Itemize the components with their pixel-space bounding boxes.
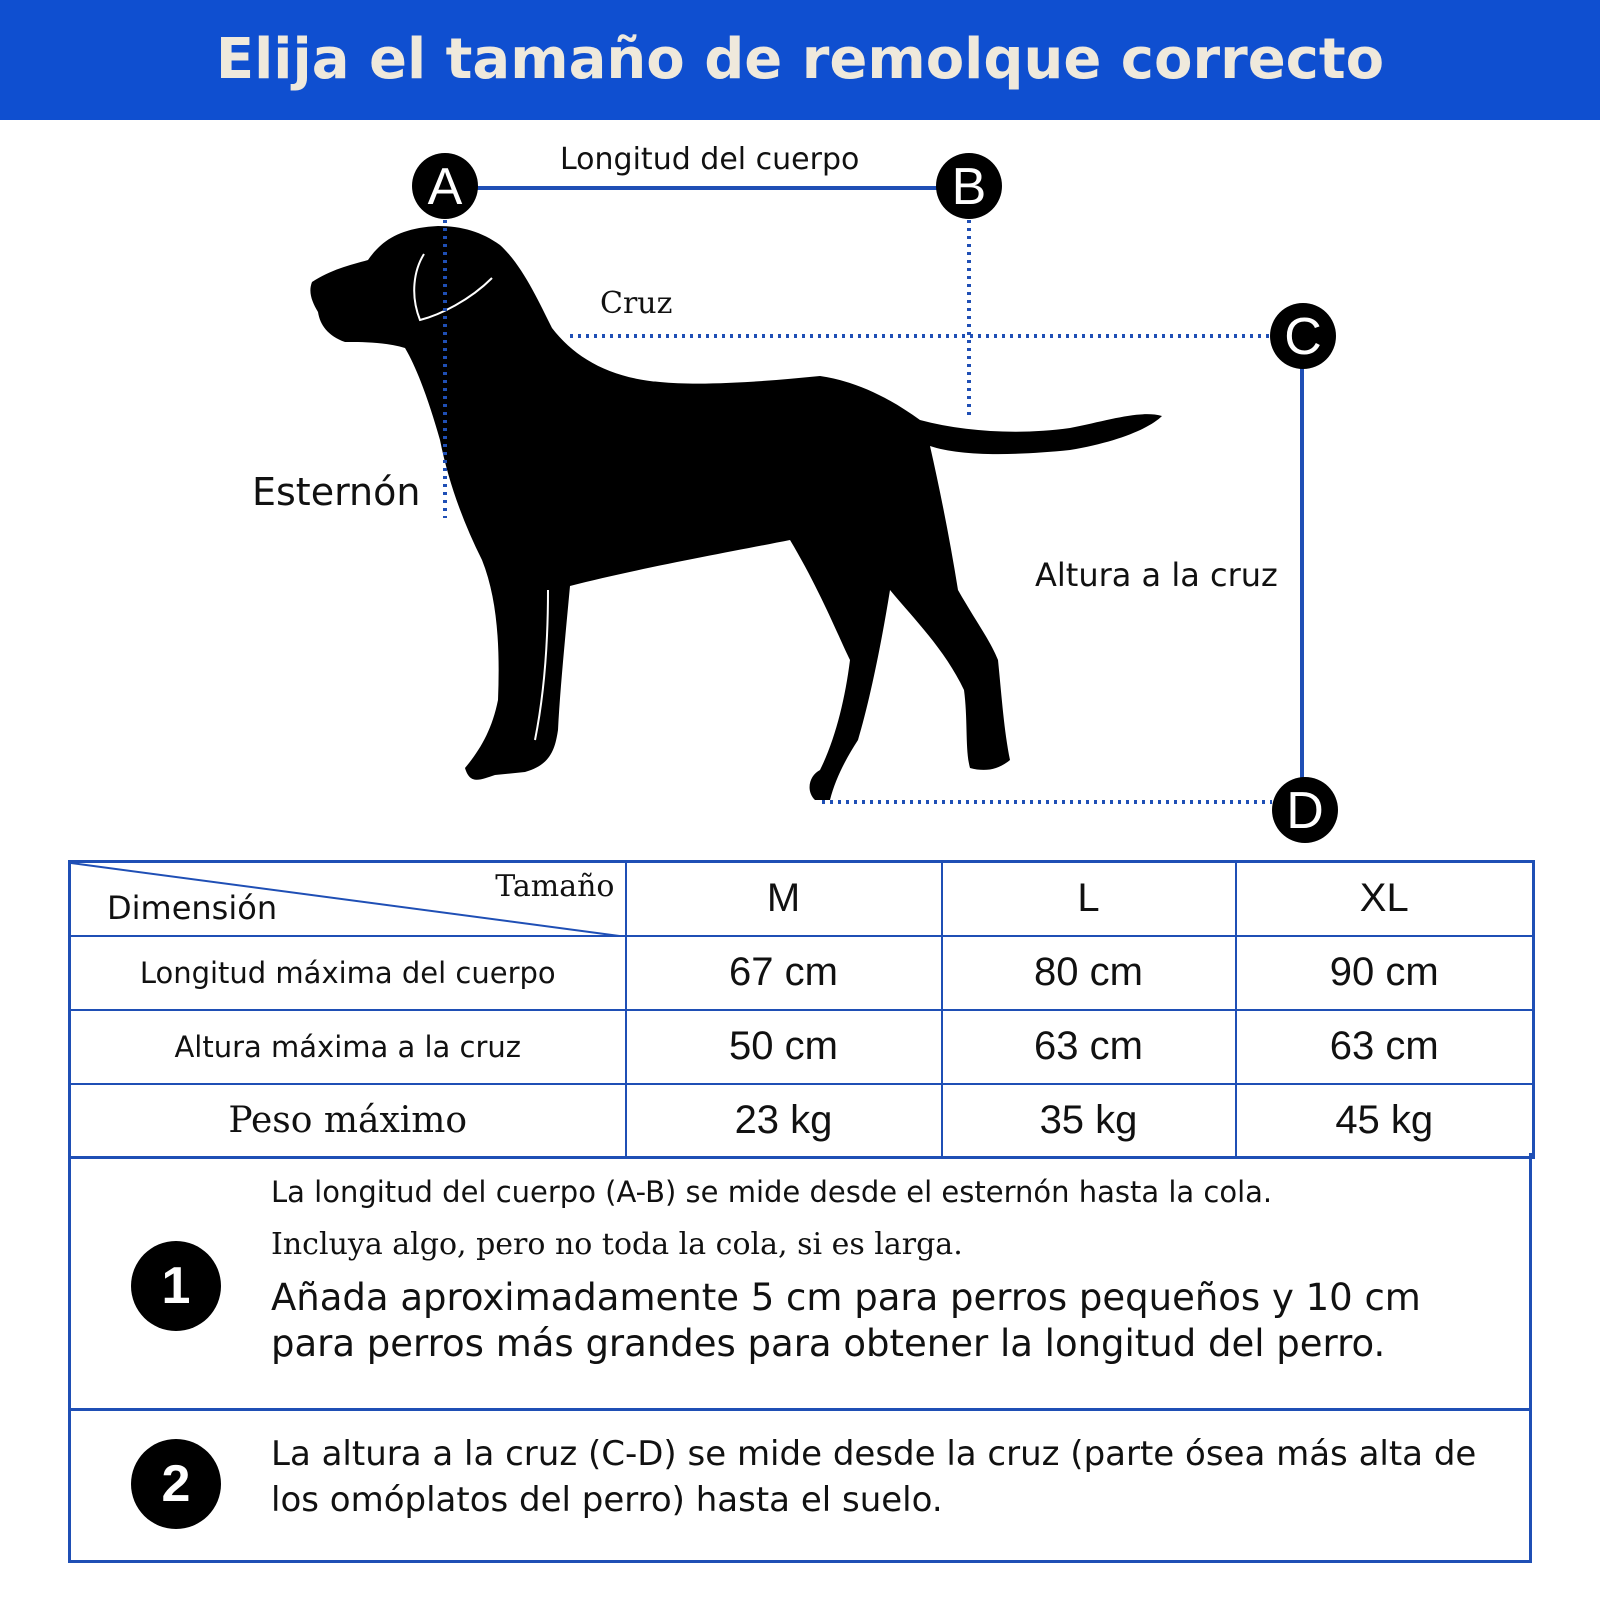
note-2-text: La altura a la cruz (C-D) se mide desde la cruz (parte ósea más alta de los omóplatos del perro) hasta el suelo. — [271, 1434, 1477, 1520]
diagram-graphic — [0, 120, 1600, 860]
point-a-marker — [412, 153, 478, 219]
table-row — [70, 1010, 1534, 1084]
sternum-label: Esternón — [252, 470, 421, 514]
withers-height-label: Altura a la cruz — [1035, 556, 1278, 594]
row-label-body-length: Longitud máxima del cuerpo — [70, 936, 626, 1010]
table-corner-cell — [70, 862, 626, 936]
point-b-label: B — [951, 158, 987, 216]
dog-measurement-diagram — [0, 120, 1600, 860]
withers-label: Cruz — [600, 286, 673, 321]
point-a-label: A — [427, 158, 463, 216]
point-d-marker — [1272, 777, 1338, 843]
note-2 — [71, 1411, 1529, 1560]
note-1-line-1: La longitud del cuerpo (A-B) se mide desde el esternón hasta la cola. — [271, 1175, 1273, 1209]
cell-value: 67 cm — [626, 936, 942, 1010]
header-banner — [0, 0, 1600, 120]
row-label-withers-height: Altura máxima a la cruz — [70, 1010, 626, 1084]
cell-value: 45 kg — [1236, 1084, 1534, 1158]
cell-value: 35 kg — [942, 1084, 1236, 1158]
cell-value: 80 cm — [942, 936, 1236, 1010]
cell-value: 63 cm — [942, 1010, 1236, 1084]
corner-dimension-label: Dimensión — [107, 888, 278, 927]
cell-value: 63 cm — [1236, 1010, 1534, 1084]
table-row — [70, 1084, 1534, 1158]
body-length-label: Longitud del cuerpo — [560, 142, 860, 177]
cell-value: 23 kg — [626, 1084, 942, 1158]
size-header-m: M — [626, 862, 942, 936]
note-1 — [71, 1153, 1529, 1411]
size-header-l: L — [942, 862, 1236, 936]
cell-value: 90 cm — [1236, 936, 1534, 1010]
point-b-marker — [936, 153, 1002, 219]
dog-silhouette — [310, 226, 1162, 800]
table-row — [70, 936, 1534, 1010]
notes-panel — [68, 1153, 1532, 1563]
corner-size-label: Tamaño — [495, 869, 615, 904]
note-1-line-2: Incluya algo, pero no toda la cola, si es larga. — [271, 1227, 963, 1262]
row-label-max-weight: Peso máximo — [70, 1084, 626, 1158]
note-1-line-3: Añada aproximadamente 5 cm para perros pequeños y 10 cm para perros más grandes para obtener la longitud del perro. — [271, 1276, 1421, 1365]
note-number-badge: 2 — [131, 1439, 221, 1529]
point-c-label: C — [1284, 308, 1322, 366]
page-title: Elija el tamaño de remolque correcto — [215, 27, 1385, 92]
point-c-marker — [1270, 303, 1336, 369]
point-d-label: D — [1286, 782, 1324, 840]
note-number-badge: 1 — [131, 1241, 221, 1331]
size-table — [68, 860, 1535, 1159]
cell-value: 50 cm — [626, 1010, 942, 1084]
size-header-xl: XL — [1236, 862, 1534, 936]
table-header-row — [70, 862, 1534, 936]
